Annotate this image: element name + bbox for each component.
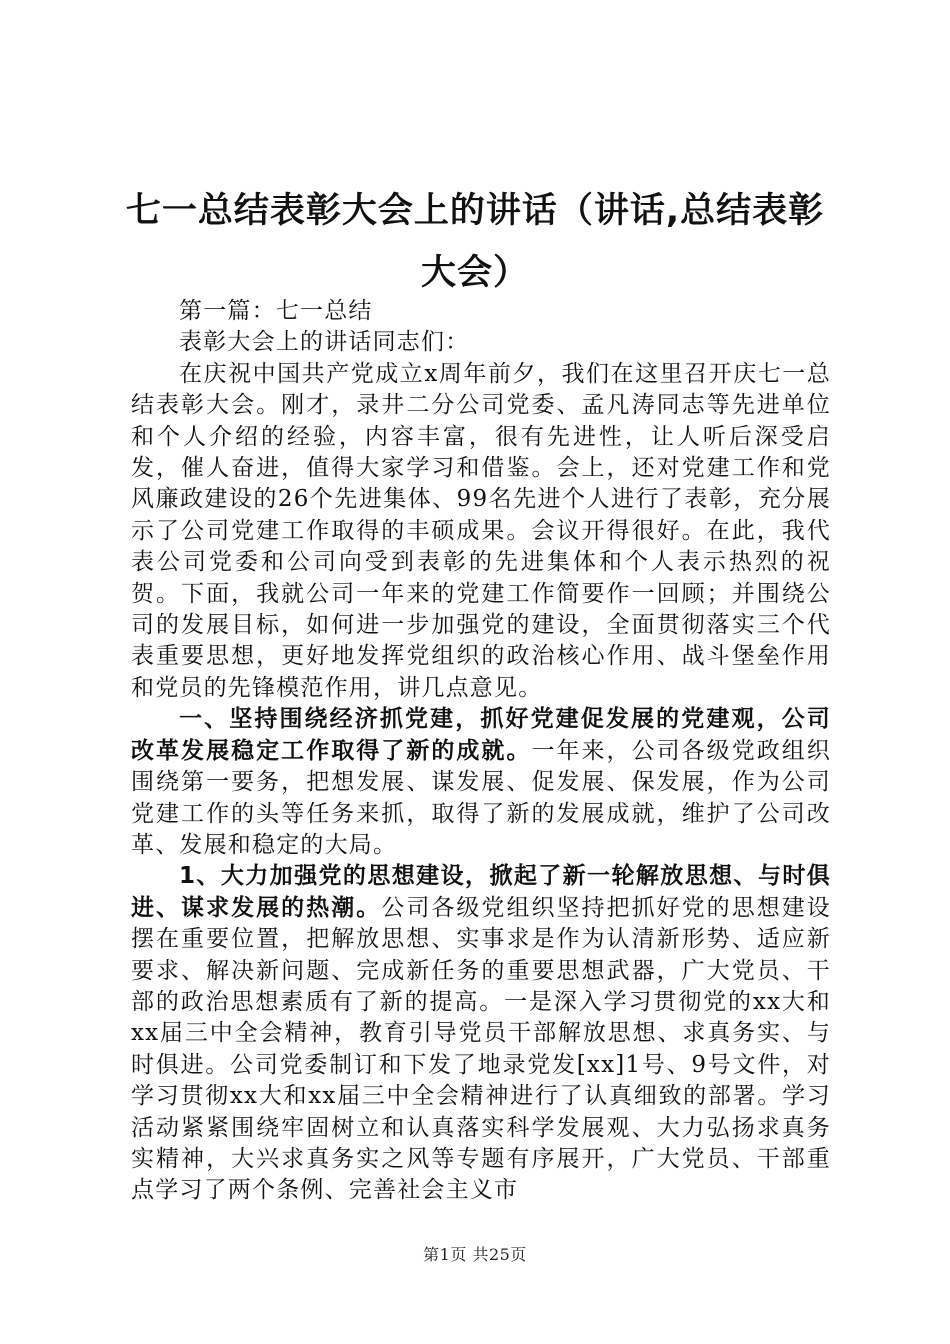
paragraph-heading: 一、坚持围绕经济抓党建，抓好党建促发展的党建观，公司改革发展稳定工作取得了新的成就。 <box>131 706 831 764</box>
document-body <box>131 296 831 1207</box>
paragraph-text: 表彰大会上的讲话同志们： <box>179 329 470 356</box>
paragraph <box>131 861 831 1206</box>
paragraph-text: 第一篇：七一总结 <box>179 298 373 324</box>
paragraph <box>131 704 831 861</box>
paragraph-text: 一年来，公司各级党政组织围绕第一要务，把想发展、谋发展、促发展、保发展，作为公司党建工作的头等任务来抓，取得了新的发展成就，维护了公司改革、发展和稳定的大局。 <box>131 737 831 858</box>
paragraph <box>131 296 831 327</box>
page-number-footer: 第1页 共25页 <box>423 1245 527 1264</box>
paragraph <box>131 327 831 358</box>
paragraph-heading: 1、大力加强党的思想建设，掀起了新一轮解放思想、与时俱进、谋求发展的热潮。 <box>131 863 831 921</box>
paragraph-text: 公司各级党组织坚持把抓好党的思想建设摆在重要位置，把解放思想、实事求是作为认清新形势、适应新要求、解决新问题、完成新任务的重要思想武器，广大党员、干部的政治思想素质有了新的提高。一是深入学习贯彻党的xx大和xx届三中全会精神，教育引导党员干部解放思想、求真务实、与时俱进。公司党委制订和下发了地录党发[xx]1号、9号文件，对学习贯彻xx大和xx届三中全会精神进行了认真细致的部署。学习活动紧紧围绕牢固树立和认真落实科学发展观、大力弘扬求真务实精神，大兴求真务实之风等专题有序展开，广大党员、干部重点学习了两个条例、完善社会主义市 <box>131 894 831 1204</box>
document-title: 七一总结表彰大会上的讲话（讲话,总结表彰大会） <box>125 191 825 293</box>
paragraph-text: 在庆祝中国共产党成立x周年前夕，我们在这里召开庆七一总结表彰大会。刚才，录井二分公司党委、孟凡涛同志等先进单位和个人介绍的经验，内容丰富，很有先进性，让人听后深受启发，催人奋进，值得大家学习和借鉴。会上，还对党建工作和党风廉政建设的26个先进集体、99名先进个人进行了表彰，充分展示了公司党建工作取得的丰硕成果。会议开得很好。在此，我代表公司党委和公司向受到表彰的先进集体和个人表示热烈的祝贺。下面，我就公司一年来的党建工作简要作一回顾；并围绕公司的发展目标，如何进一步加强党的建设，全面贯彻落实三个代表重要思想，更好地发挥党组织的政治核心作用、战斗堡垒作用和党员的先锋模范作用，讲几点意见。 <box>131 360 831 701</box>
paragraph <box>131 359 831 704</box>
